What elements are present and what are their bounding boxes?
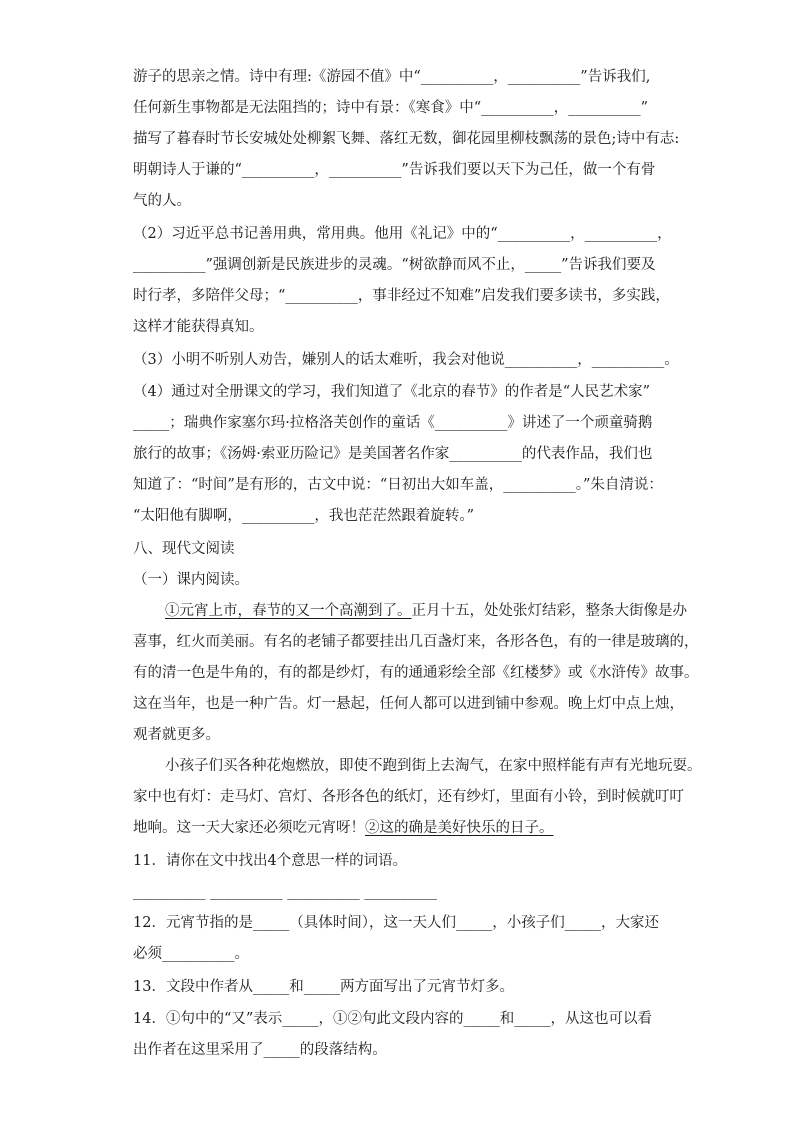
underlined-sentence-1: ①元宵上市，春节的又一个高潮到了。 xyxy=(165,603,412,619)
question-12: 12．元宵节指的是_____（具体时间），这一天人们_____，小孩子们_____，大家还 xyxy=(133,915,659,931)
text-line: 观者就更多。 xyxy=(133,727,220,743)
text-line: 必须__________。 xyxy=(133,946,249,962)
answer-blanks: __________ __________ __________ __________ xyxy=(133,884,437,900)
section-heading: 八、现代文阅读 xyxy=(133,541,235,557)
text-line: （3）小明不听别人劝告，嫌别人的话太难听，我会对他说__________，__________。 xyxy=(133,352,679,368)
text-line: 时行孝，多陪伴父母；“__________，事非经过不知难”启发我们要多读书，多实践， xyxy=(133,288,670,304)
text-line: 任何新生事物都是无法阻挡的；诗中有景：《寒食》中“__________，__________” xyxy=(133,100,649,116)
text-line: 明朝诗人于谦的“__________，__________”告诉我们要以天下为己任，做一个有骨 xyxy=(133,162,656,178)
text-line: “太阳他有脚啊，__________，我也茫茫然跟着旋转。” xyxy=(133,508,475,524)
text-line: _____；瑞典作家塞尔玛·拉格洛芙创作的童话《__________》讲述了一个顽童骑鹅 xyxy=(133,415,653,431)
underlined-sentence-2: ②这的确是美好快乐的日子。 xyxy=(365,820,554,836)
text-line: ①元宵上市，春节的又一个高潮到了。正月十五，处处张灯结彩，整条大街像是办 xyxy=(165,603,687,619)
text-line: （2）习近平总书记善用典，常用典。他用《礼记》中的“__________，__________， xyxy=(133,226,672,242)
text-line: 描写了暮春时节长安城处处柳絮飞舞、落红无数，御花园里柳枝飘荡的景色;诗中有志: xyxy=(133,131,680,147)
question-11: 11．请你在文中找出4个意思一样的词语。 xyxy=(133,853,408,869)
text-line: __________”强调创新是民族进步的灵魂。“树欲静而风不止，_____”告诉我们要及 xyxy=(133,257,656,273)
text-line: 这在当年，也是一种广告。灯一悬起，任何人都可以进到铺中参观。晚上灯中点上烛， xyxy=(133,696,684,712)
text-line: 小孩子们买各种花炮燃放，即使不跑到街上去淘气，在家中照样能有声有光地玩耍。 xyxy=(165,758,702,774)
text-line: 地响。这一天大家还必须吃元宵呀！②这的确是美好快乐的日子。 xyxy=(133,820,554,836)
text-line: 这样才能获得真知。 xyxy=(133,319,264,335)
subsection-heading: （一）课内阅读。 xyxy=(133,572,249,588)
question-13: 13．文段中作者从_____和_____两方面写出了元宵节灯多。 xyxy=(133,979,514,995)
text-line: 游子的思亲之情。诗中有理:《游园不值》中“__________，__________”告诉我们, xyxy=(133,69,651,85)
text-line: 喜事，红火而美丽。有名的老铺子都要挂出几百盏灯来，各形各色，有的一律是玻璃的， xyxy=(133,634,699,650)
text-line: 有的清一色是牛角的，有的都是纱灯，有的通通彩绘全部《红楼梦》或《水浒传》故事。 xyxy=(133,665,699,681)
text-line: （4）通过对全册课文的学习，我们知道了《北京的春节》的作者是“人民艺术家” xyxy=(133,384,651,400)
text-line: 旅行的故事；《汤姆·索亚历险记》是美国著名作家__________的代表作品，我们也 xyxy=(133,446,653,462)
question-14: 14．①句中的“又”表示_____，①②句此文段内容的_____和_____，从这也可以看 xyxy=(133,1011,653,1027)
text-line: 气的人。 xyxy=(133,193,191,209)
text-line: 出作者在这里采用了_____的段落结构。 xyxy=(133,1042,387,1058)
text-line: 知道了：“时间”是有形的，古文中说：“日初出大如车盖，__________。”朱自清说： xyxy=(133,477,663,493)
text-line: 家中也有灯：走马灯、宫灯、各形各色的纸灯，还有纱灯，里面有小铃，到时候就叮叮 xyxy=(133,789,684,805)
